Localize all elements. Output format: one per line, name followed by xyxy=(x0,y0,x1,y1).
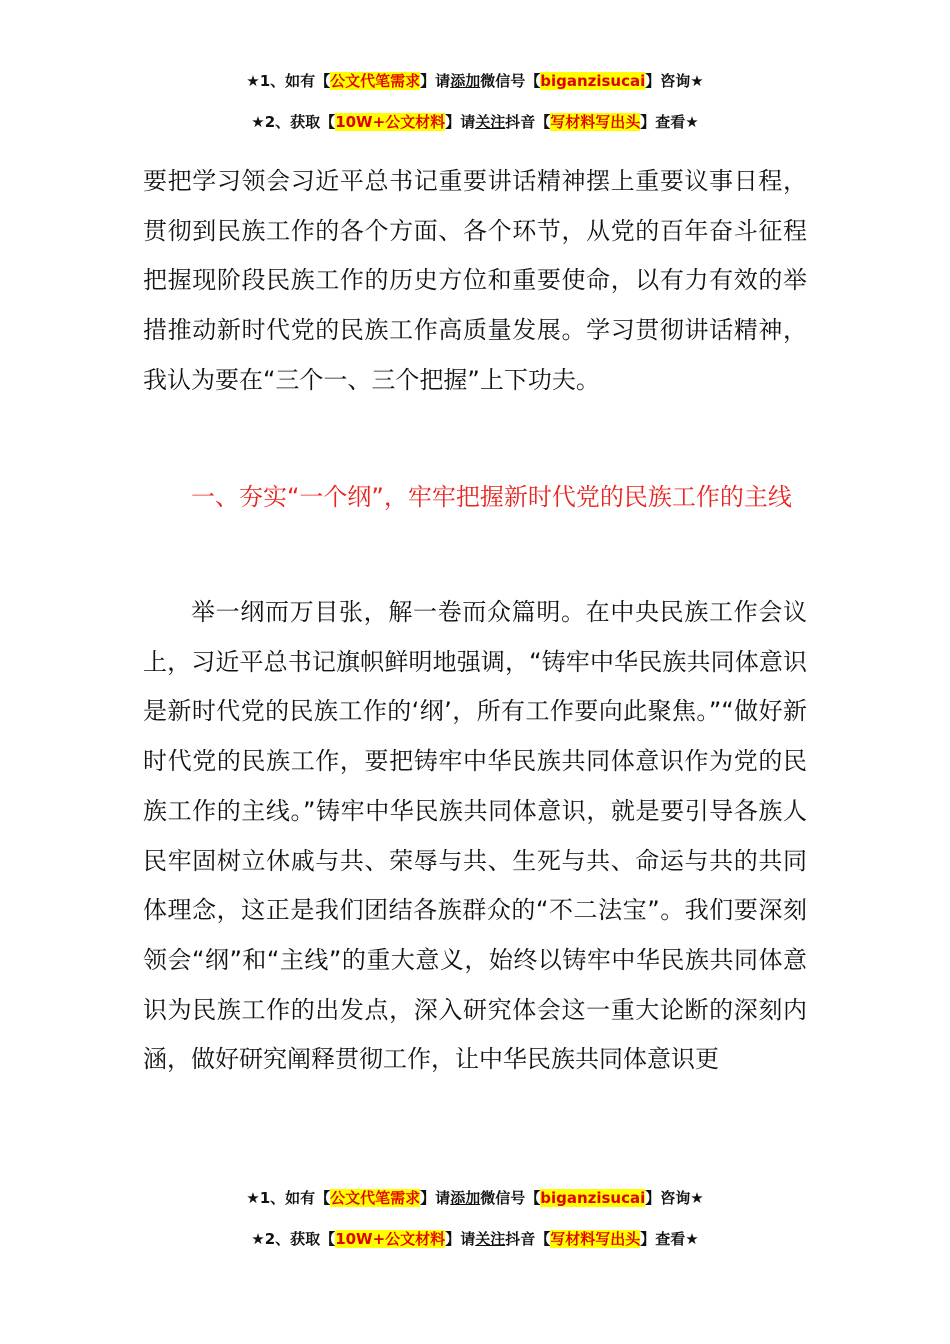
banner-wechat-id: biganzisucai xyxy=(540,72,646,90)
bottom-banner-line-1 xyxy=(0,1188,950,1208)
banner-text: 微信号【 xyxy=(480,1189,541,1207)
banner-text: ★1、如有【 xyxy=(246,72,331,90)
banner-text: ★1、如有【 xyxy=(246,1189,331,1207)
banner-highlight: 10W+公文材料 xyxy=(335,113,446,131)
banner-text: 】请 xyxy=(420,1189,451,1207)
banner-text: 】请 xyxy=(445,1230,476,1248)
banner-highlight: 公文代笔需求 xyxy=(330,1189,421,1207)
banner-text: ★2、获取【 xyxy=(251,1230,336,1248)
banner-text: ★2、获取【 xyxy=(251,113,336,131)
banner-text: 】咨询★ xyxy=(645,1189,704,1207)
banner-text: 】请 xyxy=(420,72,451,90)
banner-underlined: 添加 xyxy=(450,1189,481,1207)
banner-text: 抖音【 xyxy=(505,113,551,131)
top-banner-line-2 xyxy=(0,112,950,132)
banner-text: 】请 xyxy=(445,113,476,131)
banner-highlight: 10W+公文材料 xyxy=(335,1230,446,1248)
banner-highlight: 公文代笔需求 xyxy=(330,72,421,90)
intro-paragraph: 要把学习领会习近平总书记重要讲话精神摆上重要议事日程，贯彻到民族工作的各个方面、各个环节，从党的百年奋斗征程把握现阶段民族工作的历史方位和重要使命，以有力有效的举措推动新时代党的民族工作高质量发展。学习贯彻讲话精神，我认为要在“三个一、三个把握”上下功夫。 xyxy=(143,167,807,394)
section-paragraph-1: 举一纲而万目张，解一卷而众篇明。在中央民族工作会议上，习近平总书记旗帜鲜明地强调，“铸牢中华民族共同体意识是新时代党的民族工作的‘纲’，所有工作要向此聚焦。”“做好新时代党的民族工作，要把铸牢中华民族共同体意识作为党的民族工作的主线。”铸牢中华民族共同体意识，就是要引导各族人民牢固树立休戚与共、荣辱与共、生死与共、命运与共的共同体理念，这正是我们团结各族群众的“不二法宝”。我们要深刻领会“纲”和“主线”的重大意义，始终以铸牢中华民族共同体意识为民族工作的出发点，深入研究体会这一重大论断的深刻内涵，做好研究阐释贯彻工作，让中华民族共同体意识更 xyxy=(143,598,807,1074)
section-heading-1: 一、夯实“一个纲”，牢牢把握新时代党的民族工作的主线 xyxy=(191,483,792,511)
top-banner-line-1 xyxy=(0,71,950,91)
banner-underlined: 添加 xyxy=(450,72,481,90)
banner-text: 】咨询★ xyxy=(645,72,704,90)
banner-underlined: 关注 xyxy=(475,113,506,131)
banner-wechat-id: biganzisucai xyxy=(540,1189,646,1207)
banner-underlined: 关注 xyxy=(475,1230,506,1248)
banner-text: 抖音【 xyxy=(505,1230,551,1248)
banner-douyin-id: 写材料写出头 xyxy=(550,1230,641,1248)
banner-text: 】查看★ xyxy=(640,1230,699,1248)
banner-text: 微信号【 xyxy=(480,72,541,90)
banner-douyin-id: 写材料写出头 xyxy=(550,113,641,131)
banner-text: 】查看★ xyxy=(640,113,699,131)
bottom-banner-line-2 xyxy=(0,1229,950,1249)
